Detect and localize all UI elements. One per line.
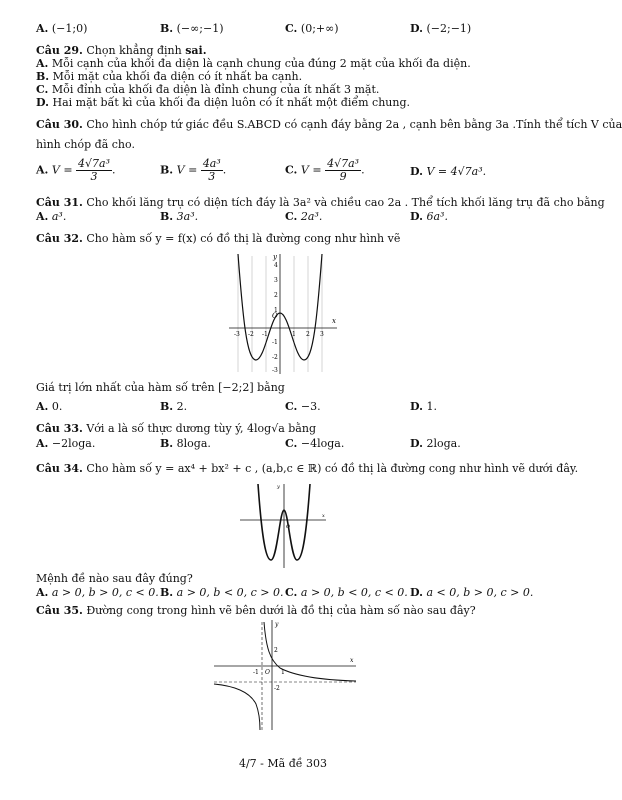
x-tick: 3: [320, 331, 324, 338]
q32-stem: Câu 32. Cho hàm số y = f(x) có đồ thị là đường cong như hình vẽ: [36, 232, 401, 245]
q31-option-c: C. 2a³.: [285, 210, 323, 223]
q29-option-c: C. Mỗi đỉnh của khối đa diện là đỉnh chung của ít nhất 3 mặt.: [36, 83, 380, 96]
x-tick: -3: [234, 331, 240, 338]
q30-option-c: C. V = $\frac{\text{4√7a³}}{9}$ .: [285, 157, 365, 183]
q32-x-ticks: [234, 331, 324, 338]
q33-option-c: C. −4loga.: [285, 437, 345, 450]
q30-option-d: D. V = 4√7a³.: [410, 165, 487, 178]
q34-option-b: B. a > 0, b < 0, c > 0.: [160, 586, 284, 599]
q34-origin: O: [286, 524, 291, 530]
x-tick: 1: [281, 669, 285, 676]
y-tick: 3: [274, 277, 278, 284]
q35-x-label: x: [350, 657, 354, 664]
q28-option-c: C. (0;+∞): [285, 22, 339, 35]
q28-option-d: D. (−2;−1): [410, 22, 472, 35]
q30-option-a: A. V = $\frac{\text{4√7a³}}{3}$ .: [36, 157, 116, 183]
q28-option-b: B. (−∞;−1): [160, 22, 224, 35]
q35-origin: O: [265, 669, 270, 676]
q29-option-d: D. Hai mặt bất kì của khối đa diện luôn có ít nhất một điểm chung.: [36, 96, 411, 109]
q34-stem: Câu 34. Cho hàm số y = ax⁴ + bx² + c , (a,b,c ∈ ℝ) có đồ thị là đường cong như hình vẽ dưới đây.: [36, 462, 579, 475]
q32-option-c: C. −3.: [285, 400, 321, 413]
x-tick: 2: [306, 331, 310, 338]
q33-option-a: A. −2loga.: [36, 437, 96, 450]
y-tick: -2: [272, 354, 278, 361]
q34-option-d: D. a < 0, b > 0, c > 0.: [410, 586, 534, 599]
q29-option-b: B. Mỗi mặt của khối đa diện có ít nhất ba cạnh.: [36, 70, 303, 83]
y-tick: 2: [274, 292, 278, 299]
q33-option-d: D. 2loga.: [410, 437, 461, 450]
q34-option-a: A. a > 0, b > 0, c < 0.: [36, 586, 159, 599]
q35-stem: Câu 35. Đường cong trong hình vẽ bên dưới là đồ thị của hàm số nào sau đây?: [36, 604, 476, 617]
q31-option-d: D. 6a³.: [410, 210, 448, 223]
q33-option-b: B. 8loga.: [160, 437, 211, 450]
y-tick: -1: [272, 339, 278, 346]
q30-stem: Câu 30. Cho hình chóp tứ giác đều S.ABCD có cạnh đáy bằng 2a , cạnh bên bằng 3a .Tính thể tích V của: [36, 118, 622, 131]
q34-y-label: y: [277, 484, 280, 490]
q35-graph: [210, 618, 360, 733]
q31-option-a: A. a³.: [36, 210, 67, 223]
x-tick: -1: [262, 331, 268, 338]
q32-x-label: x: [332, 317, 336, 325]
q32-question: Giá trị lớn nhất của hàm số trên [−2;2] bằng: [36, 381, 285, 394]
q34-x-label: x: [322, 513, 325, 519]
q34-question: Mệnh đề nào sau đây đúng?: [36, 572, 193, 585]
q32-y-label: y: [273, 253, 277, 261]
q28-option-a: A. (−1;0): [36, 22, 88, 35]
q30-stem-cont: hình chóp đã cho.: [36, 138, 135, 151]
y-tick: 1: [274, 307, 278, 314]
q29-option-a: A. Mỗi cạnh của khối đa diện là cạnh chung của đúng 2 mặt của khối đa diện.: [36, 57, 471, 70]
y-tick: 2: [274, 647, 278, 654]
x-tick: -2: [248, 331, 254, 338]
x-tick: -1: [253, 669, 259, 676]
y-tick: -2: [274, 685, 280, 692]
q32-option-a: A. 0.: [36, 400, 63, 413]
q33-stem: Câu 33. Với a là số thực dương tùy ý, 4log√a bằng: [36, 422, 316, 435]
q31-option-b: B. 3a³.: [160, 210, 199, 223]
q32-origin: O: [272, 312, 278, 320]
q32-option-d: D. 1.: [410, 400, 437, 413]
q32-graph: [225, 250, 345, 375]
y-tick: -3: [272, 367, 278, 374]
page-footer: 4/7 - Mã đề 303: [238, 757, 328, 770]
q34-graph: [240, 480, 330, 570]
q31-stem: Câu 31. Cho khối lăng trụ có diện tích đáy là 3a² và chiều cao 2a . Thể tích khối lăng trụ đã cho bằng: [36, 196, 605, 209]
q35-curve-left: [214, 684, 260, 730]
q34-option-c: C. a > 0, b < 0, c < 0.: [285, 586, 408, 599]
q35-y-label: y: [275, 621, 279, 628]
q30-option-b: B. V = $\frac{\text{4a³}}{3}$ .: [160, 157, 227, 183]
x-tick: 1: [292, 331, 296, 338]
y-tick: 4: [274, 262, 278, 269]
q32-option-b: B. 2.: [160, 400, 188, 413]
q29-stem: Câu 29. Chọn khẳng định sai.: [36, 44, 207, 57]
